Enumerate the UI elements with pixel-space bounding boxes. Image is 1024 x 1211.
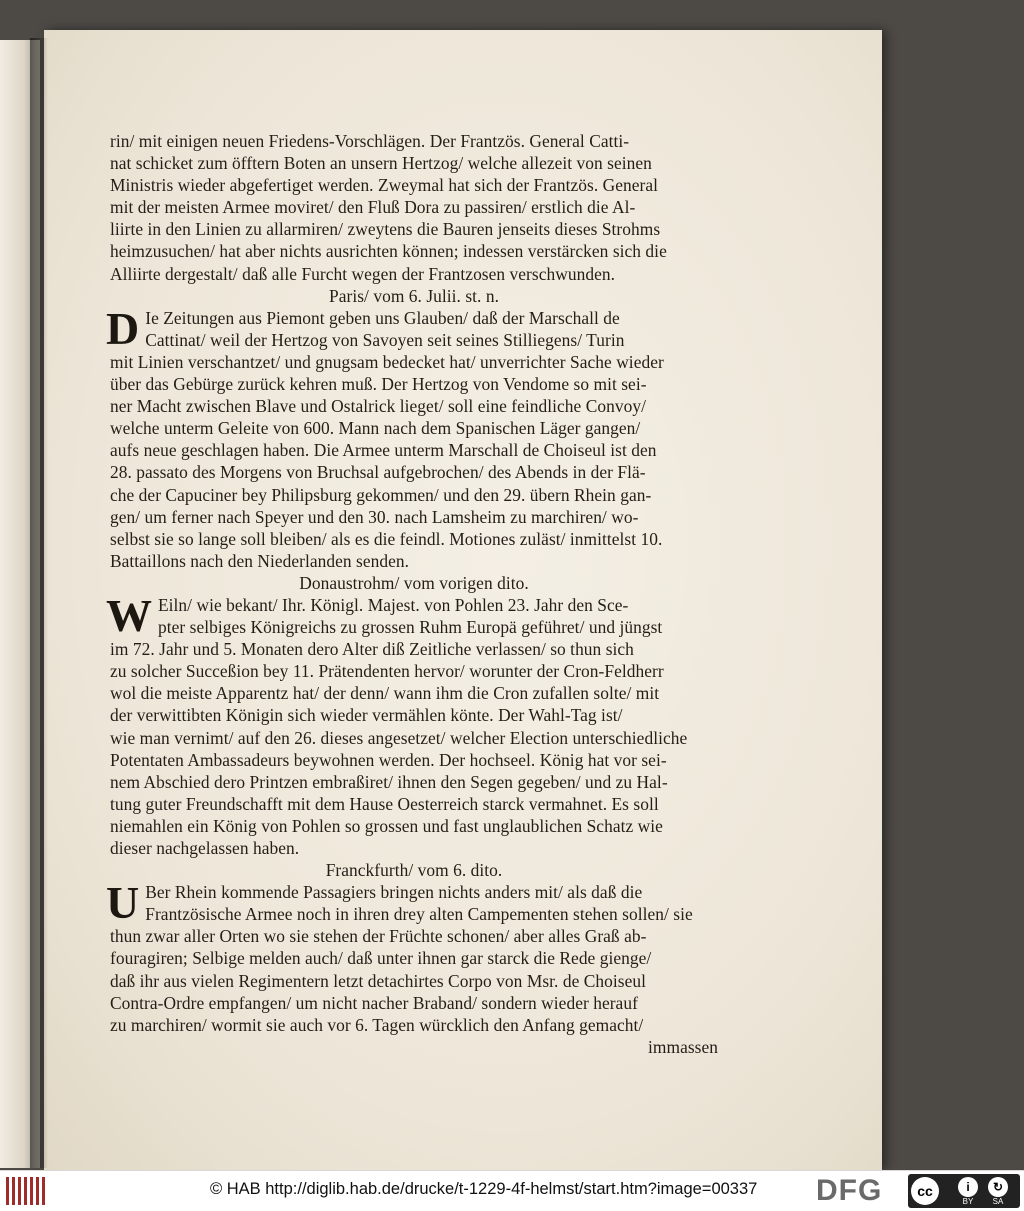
share-alike-icon: ↻ xyxy=(988,1177,1008,1197)
dfg-logo[interactable]: DFG xyxy=(816,1174,883,1207)
page-shadow xyxy=(30,38,48,1168)
source-link[interactable]: © HAB http://diglib.hab.de/drucke/t-1229-4f-helmst/start.htm?image=00337 xyxy=(210,1180,758,1198)
text-line: über das Gebürge zurück kehren muß. Der Hertzog von Vendome so mit sei- xyxy=(110,374,647,395)
text-line: Ber Rhein kommende Passagiers bringen nichts anders mit/ als daß die xyxy=(145,882,643,903)
text-line: Contra-Ordre empfangen/ um nicht nacher Braband/ sondern wieder herauf xyxy=(110,992,638,1013)
paragraph-donaustrohm xyxy=(106,589,718,859)
text-line: nat schicket zum öfftern Boten an unsern Hertzog/ welche allezeit von seinen xyxy=(110,153,652,174)
paragraph-paris xyxy=(106,302,718,572)
section-heading-donaustrohm: Donaustrohm/ vom vorigen dito. xyxy=(299,572,529,593)
sa-label: SA xyxy=(992,1197,1004,1206)
text-line: Frantzösische Armee noch in ihren drey alten Campementen stehen sollen/ sie xyxy=(145,904,693,925)
text-line: aufs neue geschlagen haben. Die Armee unterm Marschall de Choiseul ist den xyxy=(110,440,657,461)
text-line: wol die meiste Apparentz hat/ der denn/ wann ihm die Cron zufallen solte/ mit xyxy=(110,683,660,704)
catchword: immassen xyxy=(648,1036,718,1057)
text-line: pter selbiges Königreichs zu grossen Ruhm Europä geführet/ und jüngst xyxy=(158,617,663,638)
text-line: selbst sie so lange soll bleiben/ als es die feindl. Motiones zuläst/ inmittelst 10. xyxy=(110,528,663,549)
text-line: nem Abschied dero Printzen embraßiret/ ihnen den Segen gegeben/ und zu Hal- xyxy=(110,771,668,792)
paragraph-franckfurth xyxy=(106,877,718,1036)
text-line: rin/ mit einigen neuen Friedens-Vorschlägen. Der Frantzös. General Catti- xyxy=(110,131,630,151)
text-line: 28. passato des Morgens von Bruchsal aufgebrochen/ des Abends in der Flä- xyxy=(110,462,646,483)
text-line: fouragiren; Selbige melden auch/ daß unter ihnen gar starck die Rede gienge/ xyxy=(110,948,652,969)
text-line: dieser nachgelassen haben. xyxy=(110,838,300,858)
cc-icon: cc xyxy=(911,1177,939,1205)
attribution-icon: i xyxy=(958,1177,978,1197)
text-line: Alliirte dergestalt/ daß alle Furcht wegen der Frantzosen verschwunden. xyxy=(110,263,615,284)
text-line: im 72. Jahr und 5. Monaten dero Alter diß Zeitliche verlassen/ so thun sich xyxy=(110,639,634,660)
text-line: Potentaten Ambassadeurs beywohnen werden. Der hochseel. König hat vor sei- xyxy=(110,749,667,770)
text-line: welche unterm Geleite von 600. Mann nach dem Spanischen Läger gangen/ xyxy=(110,418,641,439)
text-line: daß ihr aus vielen Regimentern letzt detachirtes Corpo von Msr. de Choiseul xyxy=(110,970,646,991)
text-line: mit Linien verschantzet/ und gnugsam bedecket hat/ unverrichter Sache wieder xyxy=(110,351,664,372)
scanned-page xyxy=(44,30,882,1170)
text-line: gen/ um ferner nach Speyer und den 30. nach Lamsheim zu marchiren/ wo- xyxy=(110,506,639,527)
text-line: heimzusuchen/ hat aber nichts ausrichten können; indessen verstärcken sich die xyxy=(110,241,667,262)
text-line: zu solcher Succeßion bey 11. Prätendenten hervor/ worunter der Cron-Feldherr xyxy=(110,661,664,682)
text-line: zu marchiren/ wormit sie auch vor 6. Tagen würcklich den Anfang gemacht/ xyxy=(110,1014,644,1035)
by-label: BY xyxy=(962,1197,974,1206)
text-line: Battaillons nach den Niederlanden senden. xyxy=(110,550,410,571)
section-heading-paris: Paris/ vom 6. Julii. st. n. xyxy=(329,285,499,306)
text-line: tung guter Freundschafft mit dem Hause Oesterreich starck vermahnet. Es soll xyxy=(110,793,659,814)
text-line: ner Macht zwischen Blave und Ostalrick lieget/ soll eine feindliche Convoy/ xyxy=(110,396,646,417)
text-line: wie man vernimt/ auf den 26. dieses angesetzet/ welcher Election unterschiedliche xyxy=(110,727,688,748)
text-line: Ministris wieder abgefertiget werden. Zweymal hat sich der Frantzös. General xyxy=(110,175,659,196)
section-heading-franckfurth: Franckfurth/ vom 6. dito. xyxy=(325,860,503,881)
text-line: Eiln/ wie bekant/ Ihr. Königl. Majest. von Pohlen 23. Jahr den Sce- xyxy=(158,594,629,615)
text-line: niemahlen ein König von Pohlen so grossen und fast unglaublichen Schatz wie xyxy=(110,815,663,836)
text-line: Cattinat/ weil der Hertzog von Savoyen seit seines Stilliegens/ Turin xyxy=(145,329,625,350)
hab-logo-icon[interactable] xyxy=(6,1177,48,1205)
footer-bar xyxy=(0,1170,1024,1211)
text-line: der verwittibten Königin sich wieder vermählen könte. Der Wahl-Tag ist/ xyxy=(110,705,623,726)
text-line: mit der meisten Armee moviret/ den Fluß Dora zu passiren/ erstlich die Al- xyxy=(110,197,636,218)
text-line: liirte in den Linien zu allarmiren/ zweytens die Bauren jenseits dieses Strohms xyxy=(110,219,661,240)
drop-cap: W xyxy=(106,589,152,641)
cc-license-badge[interactable] xyxy=(908,1174,1020,1208)
text-line: che der Capuciner bey Philipsburg gekommen/ und den 29. übern Rhein gan- xyxy=(110,484,652,505)
text-line: Ie Zeitungen aus Piemont geben uns Glauben/ daß der Marschall de xyxy=(145,307,620,328)
page-text xyxy=(106,130,718,1058)
drop-cap: D xyxy=(106,302,140,354)
text-line: thun zwar aller Orten wo sie stehen der Früchte schonen/ aber alles Graß ab- xyxy=(110,926,647,947)
drop-cap: U xyxy=(106,877,140,929)
